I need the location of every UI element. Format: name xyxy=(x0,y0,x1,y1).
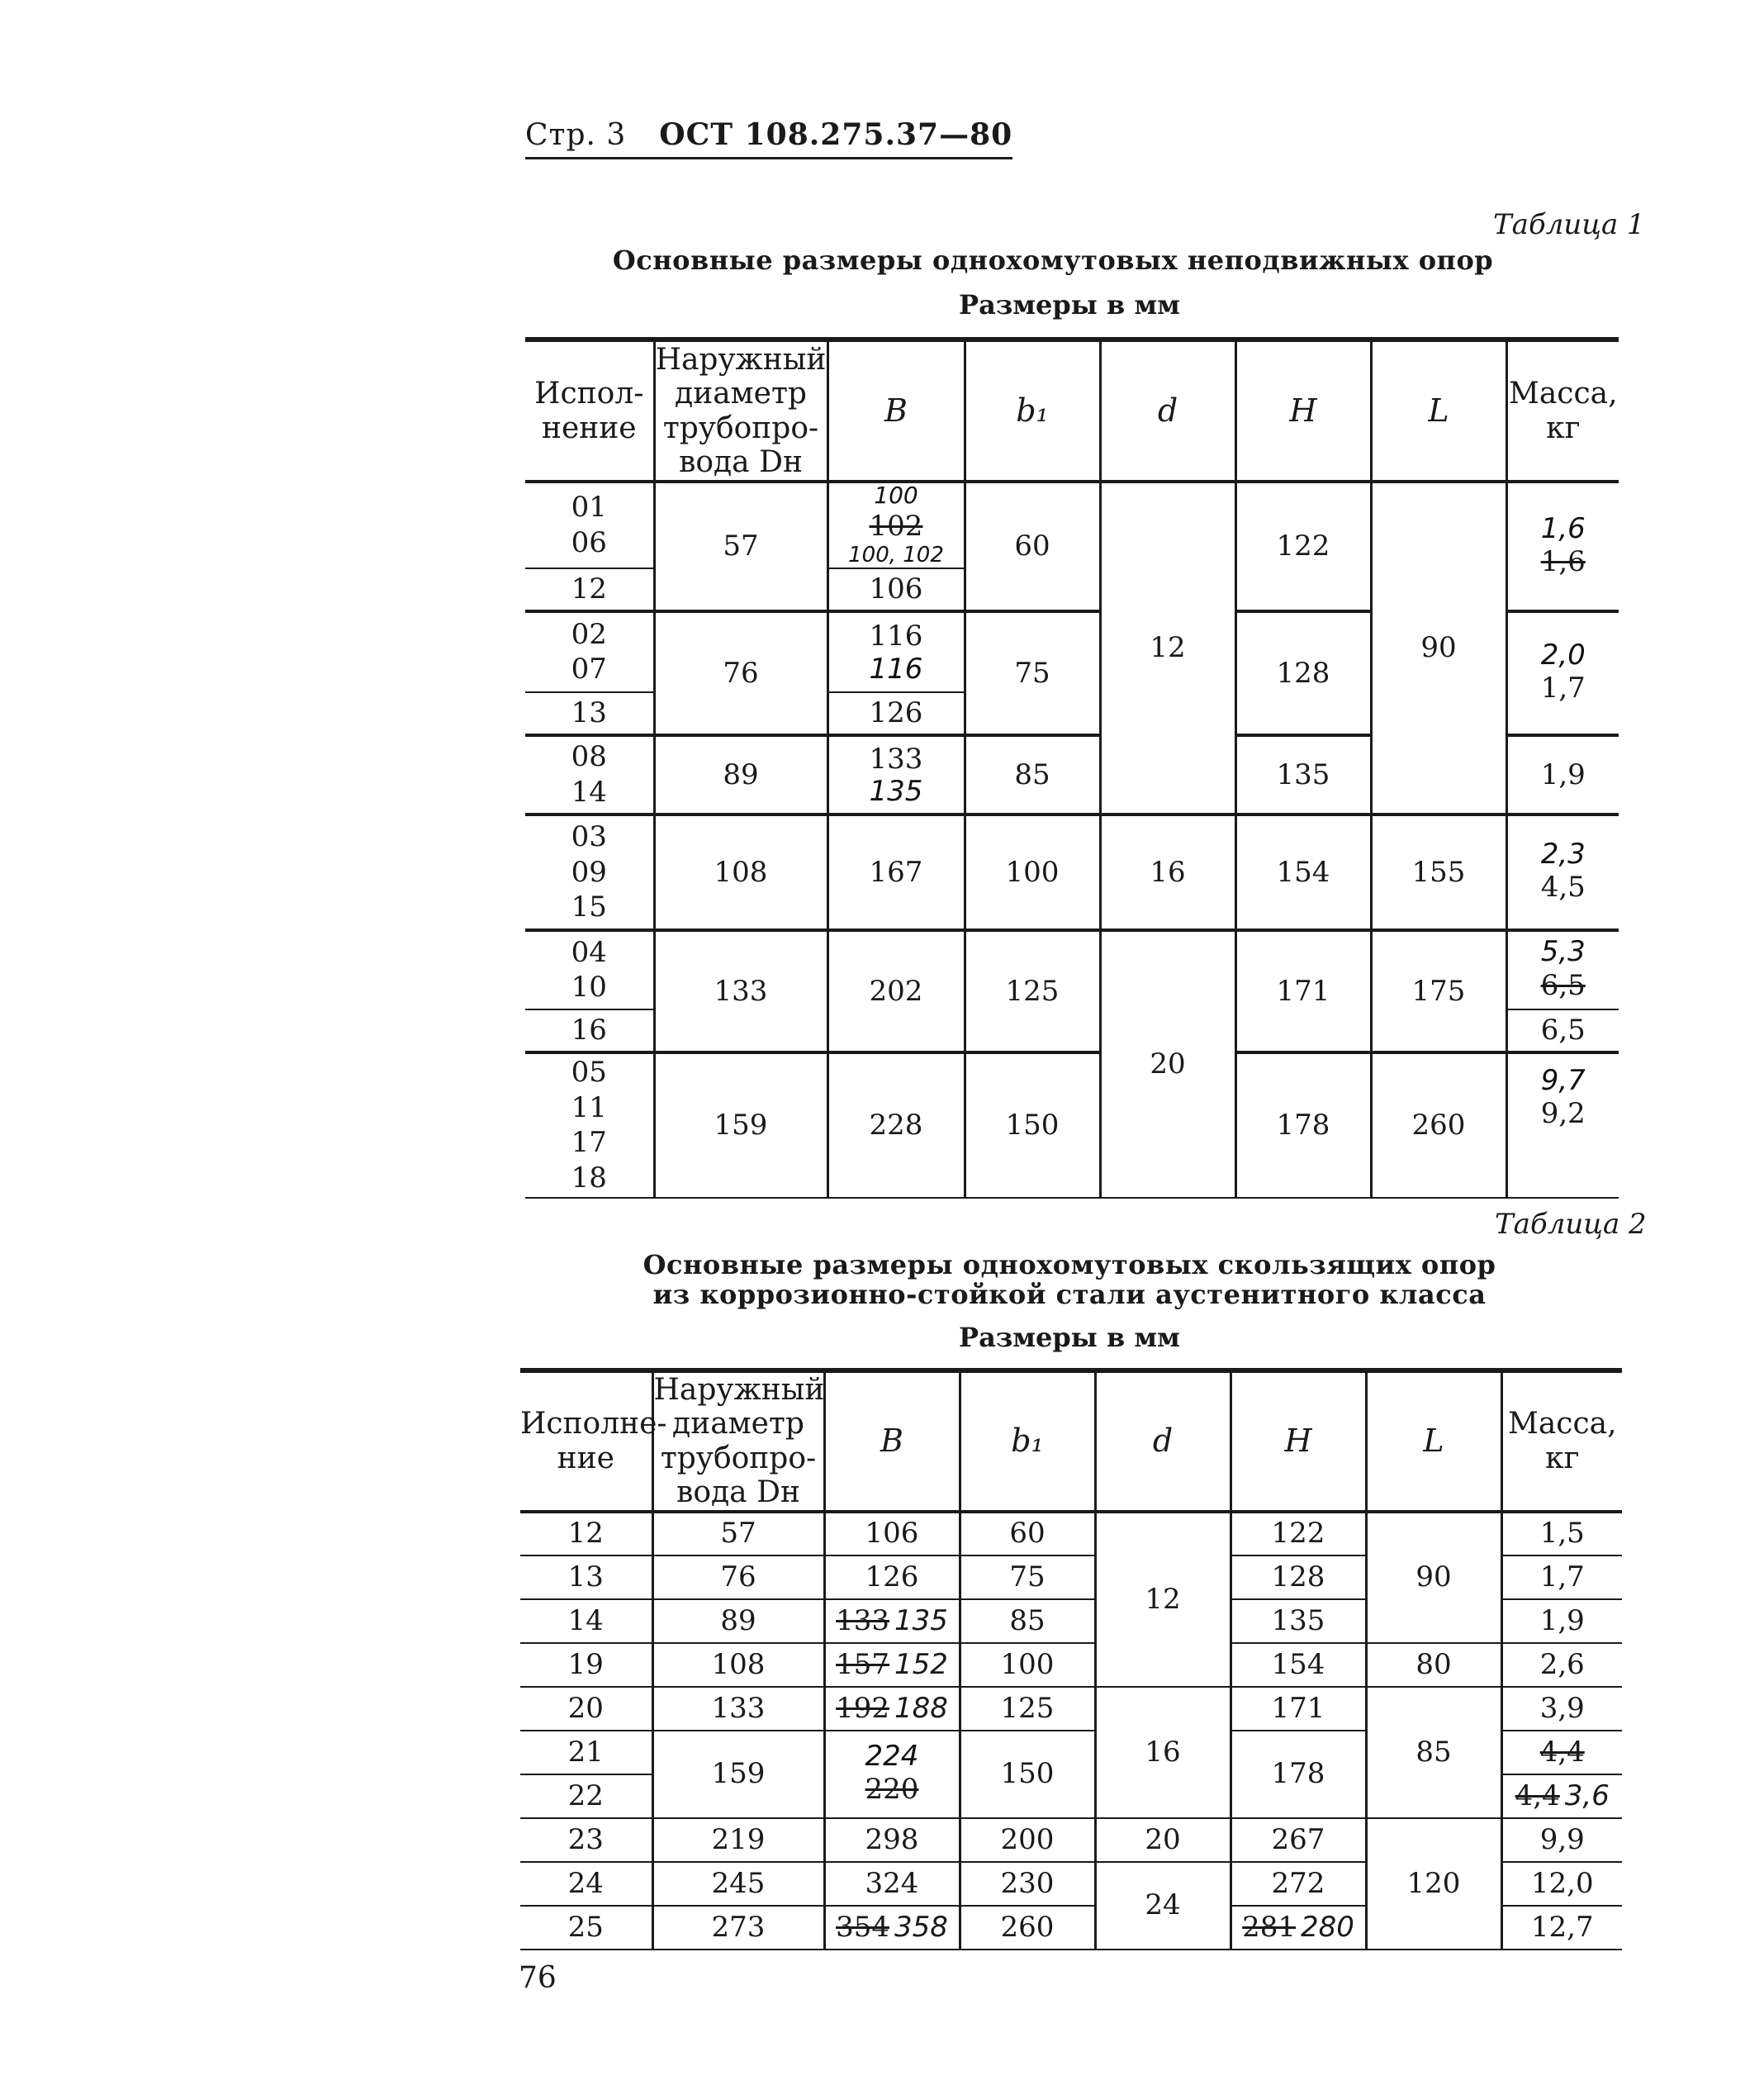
col-b1: b₁ xyxy=(965,340,1100,482)
handwritten-note: 280 xyxy=(1301,1910,1354,1944)
table1-label: Таблица 1 xyxy=(1493,208,1645,241)
table-row: 21 159 224 220 150 178 4,4 xyxy=(520,1731,1622,1774)
table2-title-line1: Основные размеры однохомутовых скользящих опор xyxy=(643,1249,1496,1280)
table-row: 03 09 15 108 167 100 16 154 155 2,3 4,5 xyxy=(525,815,1619,930)
table-row: 25 273 354 358 260 281 280 12,7 xyxy=(520,1906,1622,1950)
handwritten-note: 100, 102 xyxy=(848,543,944,568)
col-B: B xyxy=(827,340,965,482)
col-H: H xyxy=(1231,1370,1366,1512)
col-H: H xyxy=(1235,340,1371,482)
handwritten-note: 135 xyxy=(894,1603,948,1637)
table-row: 20 133 192 188 125 16 171 85 3,9 xyxy=(520,1687,1622,1731)
col-d: d xyxy=(1100,340,1235,482)
col-L: L xyxy=(1371,340,1506,482)
table-row: 24 245 324 230 24 272 12,0 xyxy=(520,1862,1622,1906)
col-diameter: Наружный диаметр трубопро- вода Dн xyxy=(652,1370,824,1512)
table-row: 13 126 xyxy=(525,692,1619,735)
col-L: L xyxy=(1366,1370,1501,1512)
col-diameter: Наружный диаметр трубопро- вода Dн xyxy=(654,340,827,482)
col-d: d xyxy=(1095,1370,1231,1512)
table2-units: Размеры в мм xyxy=(959,1322,1180,1353)
handwritten-note: 152 xyxy=(894,1647,948,1681)
table2 xyxy=(520,1368,1622,1950)
table-row: 22 4,4 3,6 xyxy=(520,1774,1622,1818)
table-row: 23 219 298 200 20 267 120 9,9 xyxy=(520,1818,1622,1862)
handwritten-note: 2,3 xyxy=(1540,837,1586,871)
table-row: 12 106 xyxy=(525,568,1619,611)
col-B: B xyxy=(824,1370,960,1512)
table2-label: Таблица 2 xyxy=(1495,1208,1647,1241)
page-header xyxy=(525,117,1012,159)
handwritten-note: 224 xyxy=(865,1739,919,1773)
col-b1: b₁ xyxy=(960,1370,1095,1512)
table-row: 19 108 157 152 100 154 80 2,6 xyxy=(520,1643,1622,1687)
table-row: 02 07 76 116 116 75 128 2,0 1,7 xyxy=(525,611,1619,692)
col-mass: Масса, кг xyxy=(1501,1370,1622,1512)
page-ref: Стр. 3 xyxy=(525,118,627,152)
table-row: 01 06 57 100 102 100, 102 60 12 122 90 1,6 1,6 xyxy=(525,482,1619,568)
handwritten-note: 100 xyxy=(874,482,918,509)
handwritten-note: 116 xyxy=(869,652,923,686)
table2-title-line2: из коррозионно-стойкой стали аустенитного класса xyxy=(652,1279,1487,1310)
table1 xyxy=(525,337,1619,1199)
table-row: 14 89 133 135 85 135 1,9 xyxy=(520,1599,1622,1643)
table-row: 04 10 133 202 125 20 171 175 5,3 6,5 xyxy=(525,930,1619,1009)
col-execution: Исполне- ние xyxy=(520,1370,652,1512)
handwritten-note: 358 xyxy=(894,1910,948,1944)
handwritten-note: 188 xyxy=(894,1691,948,1725)
page-number: 76 xyxy=(519,1961,557,1995)
cell-b-corrected: 100 102 100, 102 xyxy=(827,482,965,568)
table-row: 05 11 17 18 159 228 150 178 260 9,7 9,2 xyxy=(525,1052,1619,1198)
handwritten-note: 135 xyxy=(869,775,923,809)
handwritten-note: 3,6 xyxy=(1564,1779,1610,1812)
table1-title: Основные размеры однохомутовых неподвижных опор xyxy=(612,245,1494,276)
handwritten-note: 5,3 xyxy=(1540,935,1586,969)
handwritten-note: 9,7 xyxy=(1540,1063,1586,1097)
table-row: 16 6,5 xyxy=(525,1009,1619,1052)
standard-number: ОСТ 108.275.37—80 xyxy=(659,117,1013,152)
table1-units: Размеры в мм xyxy=(959,289,1180,321)
handwritten-note: 2,0 xyxy=(1540,638,1586,672)
col-execution: Испол- нение xyxy=(525,340,654,482)
table-row: 12 57 106 60 12 122 90 1,5 xyxy=(520,1512,1622,1555)
handwritten-note: 1,6 xyxy=(1540,511,1586,545)
table-row: 08 14 89 133 135 85 135 1,9 xyxy=(525,735,1619,815)
col-mass: Масса, кг xyxy=(1506,340,1619,482)
table-row: 13 76 126 75 128 1,7 xyxy=(520,1555,1622,1599)
